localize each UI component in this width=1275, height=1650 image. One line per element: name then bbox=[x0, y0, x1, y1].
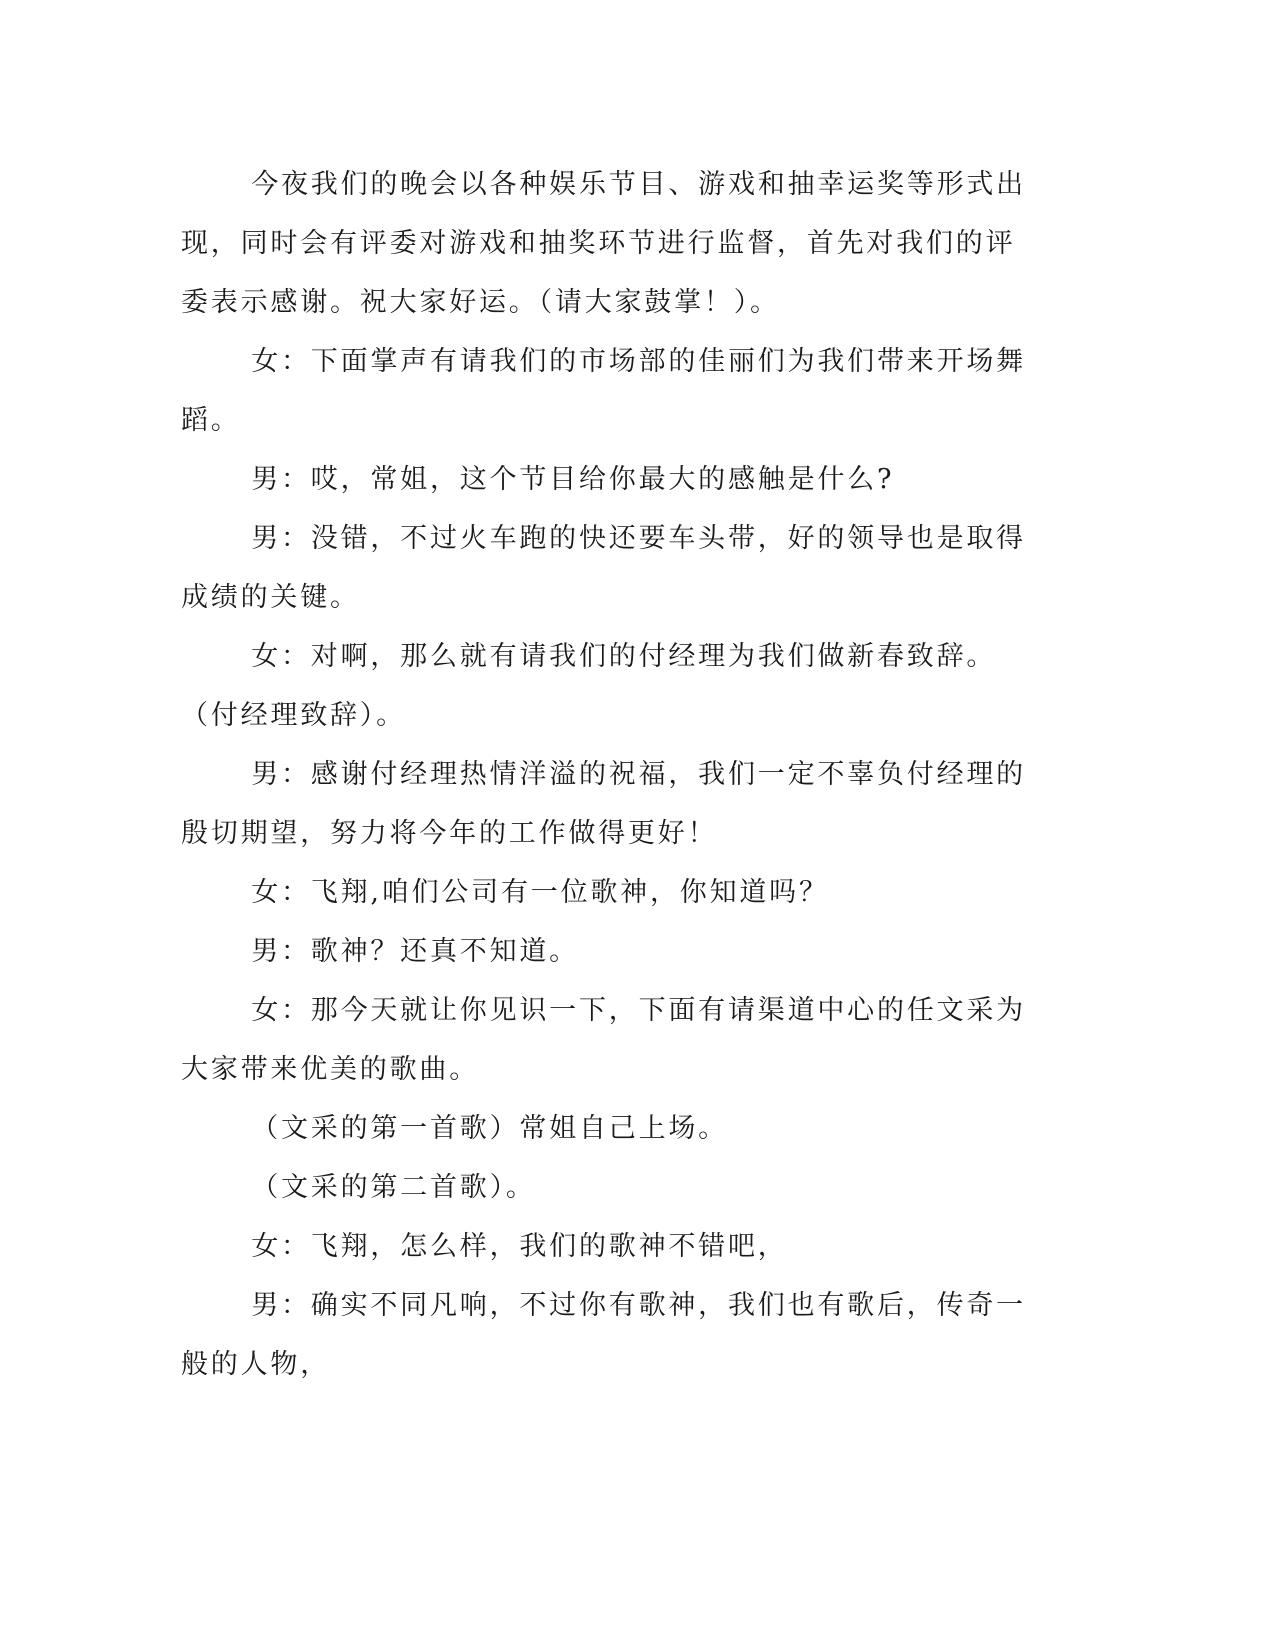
paragraph-dialogue: 男：哎，常姐，这个节目给你最大的感触是什么? bbox=[251, 464, 895, 495]
paragraph-dialogue: 男：没错，不过火车跑的快还要车头带，好的领导也是取得成绩的关键。 bbox=[181, 523, 1026, 613]
paragraph-stage-direction: （文采的第一首歌）常姐自己上场。 bbox=[251, 1113, 728, 1144]
paragraph-dialogue: 男：确实不同凡响，不过你有歌神，我们也有歌后，传奇一般的人物， bbox=[181, 1290, 1026, 1380]
paragraph-dialogue: 男：感谢付经理热情洋溢的祝福，我们一定不辜负付经理的殷切期望，努力将今年的工作做得更好！ bbox=[181, 759, 1026, 849]
document-body bbox=[181, 155, 1031, 1394]
paragraph-opening: 今夜我们的晚会以各种娱乐节目、游戏和抽幸运奖等形式出现，同时会有评委对游戏和抽奖环节进行监督，首先对我们的评委表示感谢。祝大家好运。（请大家鼓掌！）。 bbox=[181, 169, 1026, 318]
paragraph-stage-direction: （文采的第二首歌）。 bbox=[251, 1172, 536, 1203]
paragraph-dialogue: 男：歌神？还真不知道。 bbox=[251, 936, 579, 967]
paragraph-dialogue: 女：飞翔,咱们公司有一位歌神，你知道吗？ bbox=[251, 877, 829, 908]
paragraph-dialogue: 女：对啊，那么就有请我们的付经理为我们做新春致辞。（付经理致辞）。 bbox=[181, 641, 997, 731]
paragraph-dialogue: 女：飞翔，怎么样，我们的歌神不错吧， bbox=[251, 1231, 788, 1262]
paragraph-dialogue: 女：下面掌声有请我们的市场部的佳丽们为我们带来开场舞蹈。 bbox=[181, 346, 1026, 436]
paragraph-dialogue: 女：那今天就让你见识一下，下面有请渠道中心的任文采为大家带来优美的歌曲。 bbox=[181, 995, 1026, 1085]
